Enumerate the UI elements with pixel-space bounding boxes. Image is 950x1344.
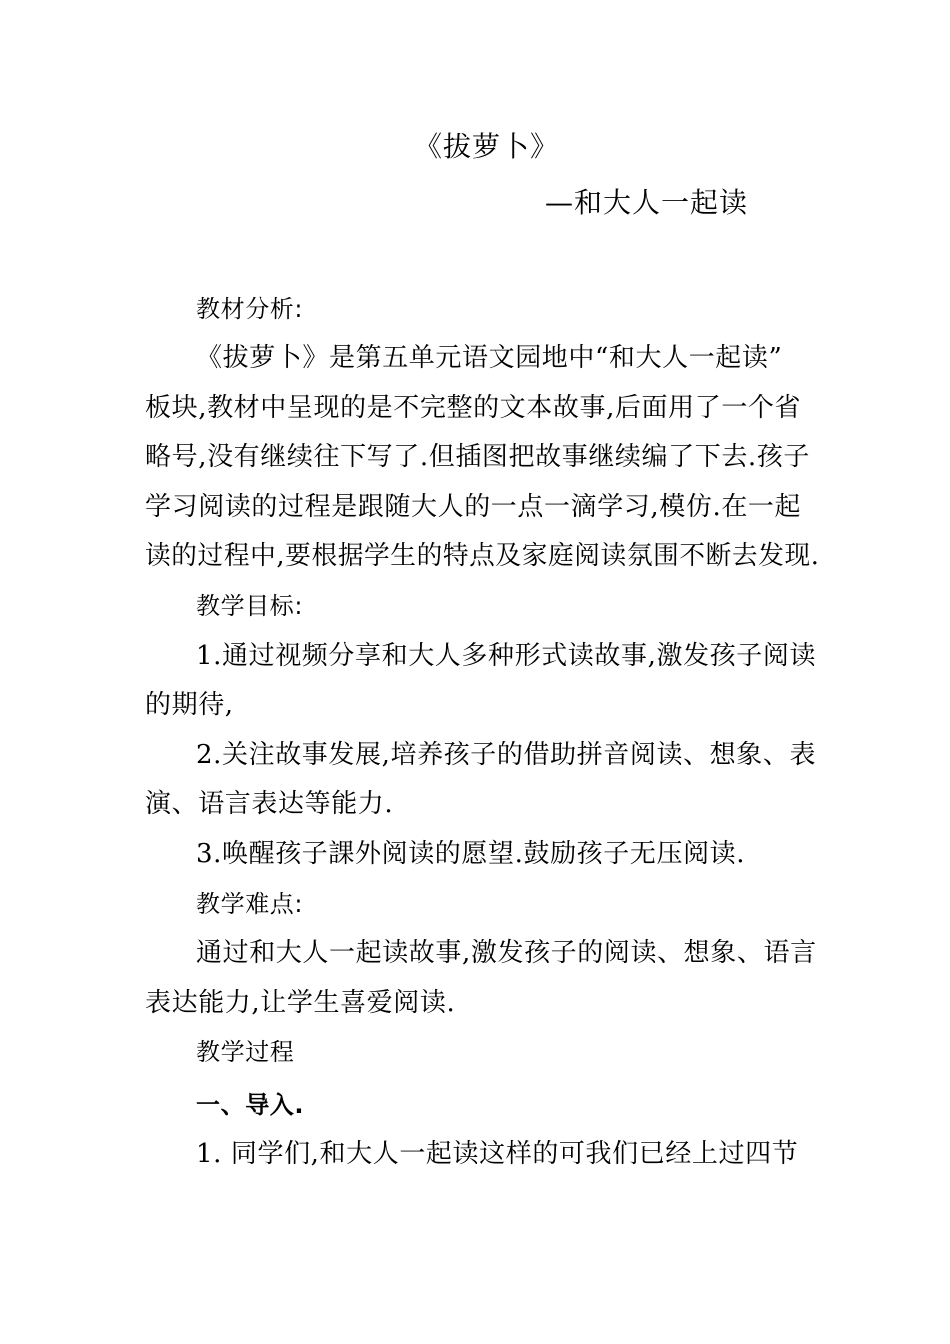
goal-line: 演、语言表达等能力.: [145, 789, 394, 819]
difficulty-line: 表达能力,让学生喜爱阅读.: [145, 988, 456, 1018]
goal-line: 1.通过视频分享和大人多种形式读故事,激发孩子阅读: [196, 641, 817, 671]
document-title: 《拔萝卜》: [414, 130, 560, 163]
difficulty-line: 通过和大人一起读故事,激发孩子的阅读、想象、语言: [196, 938, 817, 968]
goal-line: 的期待,: [145, 690, 234, 720]
difficulties-heading: 教学难点:: [196, 890, 304, 918]
analysis-heading: 教材分析:: [196, 295, 304, 323]
goal-line: 3.唤醒孩子課外阅读的愿望.鼓励孩子无压阅读.: [196, 839, 746, 869]
analysis-line: 《拔萝卜》是第五单元语文园地中“和大人一起读”: [196, 343, 783, 373]
analysis-line: 学习阅读的过程是跟随大人的一点一滴学习,模仿.在一起: [145, 492, 802, 522]
analysis-line: 读的过程中,要根据学生的特点及家庭阅读氛围不断去发现.: [145, 541, 820, 571]
goal-line: 2.关注故事发展,培养孩子的借助拼音阅读、想象、表: [196, 740, 817, 770]
analysis-line: 略号,没有继续往下写了.但插图把故事继续编了下去.孩子: [145, 442, 810, 472]
document-subtitle: —和大人一起读: [545, 186, 749, 219]
goals-heading: 教学目标:: [196, 592, 304, 620]
section-one-heading: 一、导入.: [196, 1091, 305, 1119]
process-heading: 教学过程: [196, 1038, 295, 1066]
process-line: 1. 同学们,和大人一起读这样的可我们已经上过四节: [196, 1139, 799, 1169]
analysis-line: 板块,教材中呈现的是不完整的文本故事,后面用了一个省: [145, 393, 802, 423]
